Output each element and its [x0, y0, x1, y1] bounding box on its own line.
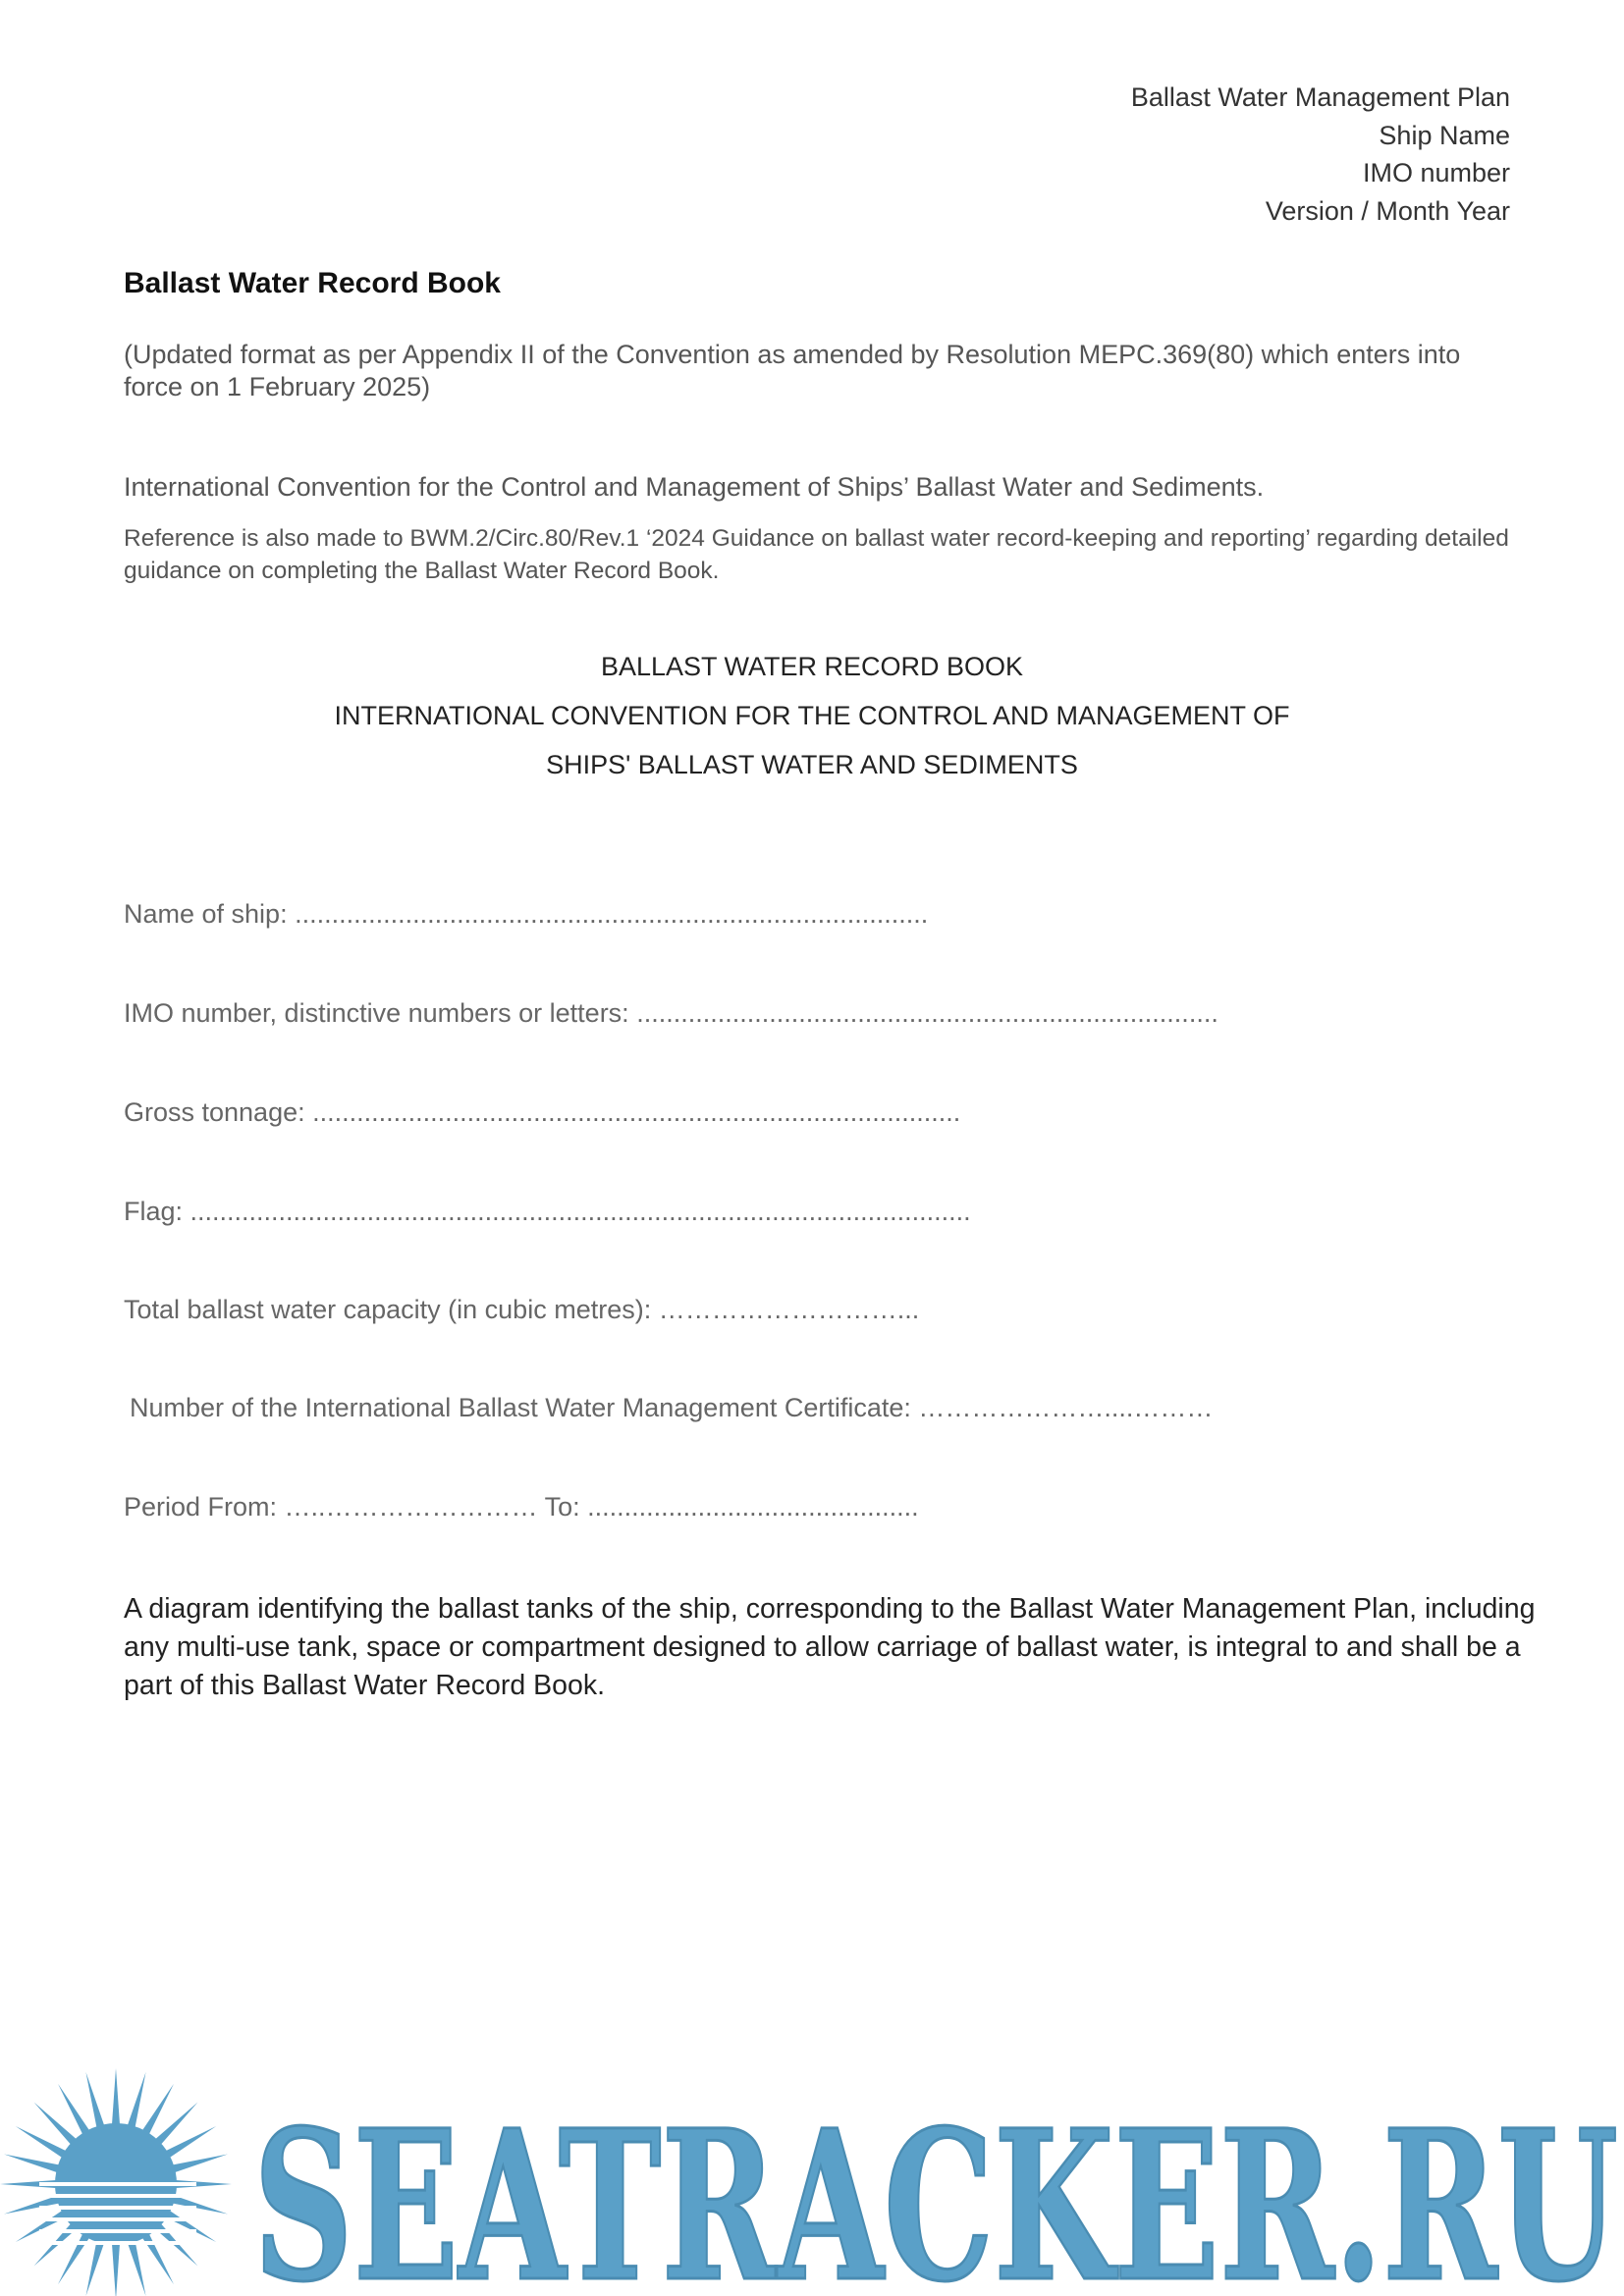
field-label: Gross tonnage:	[124, 1097, 313, 1127]
sun-ray	[170, 2155, 228, 2174]
fill-in-line-to[interactable]: .............................................	[587, 1492, 919, 1522]
heading-convention-line-1: INTERNATIONAL CONVENTION FOR THE CONTROL AND MANAGEMENT OF	[334, 701, 1290, 730]
field-label: Flag:	[124, 1197, 190, 1226]
fill-in-line[interactable]: ………………………...	[658, 1295, 920, 1324]
guidance-reference-note: Reference is also made to BWM.2/Circ.80/Rev.1 ‘2024 Guidance on ballast water record-keeping and reporting’ regarding detailed guidance on completing the Ballast Water Record Book.	[124, 525, 1509, 584]
field-certificate-number	[130, 1393, 1213, 1423]
sun-ray	[86, 2072, 106, 2130]
field-gross-tonnage	[124, 1097, 960, 1128]
header-version: Version / Month Year	[1265, 195, 1510, 226]
heading-convention-line-2: SHIPS' BALLAST WATER AND SEDIMENTS	[546, 750, 1078, 779]
header-plan-title: Ballast Water Management Plan	[1130, 82, 1510, 112]
field-label: IMO number, distinctive numbers or letters:	[124, 998, 637, 1028]
convention-reference: International Convention for the Control and Management of Ships’ Ballast Water and Sediments.	[124, 472, 1265, 502]
sun-ray	[86, 2238, 106, 2296]
field-flag	[124, 1197, 971, 1227]
field-label-to: To:	[537, 1492, 588, 1522]
sun-ray	[112, 2241, 120, 2296]
fill-in-line[interactable]: ........................................................................................	[312, 1097, 961, 1127]
field-label: Name of ship:	[124, 899, 296, 929]
heading-record-book: BALLAST WATER RECORD BOOK	[600, 652, 1024, 681]
field-ship-name	[124, 899, 928, 930]
updated-format-note: (Updated format as per Appendix II of the Convention as amended by Resolution MEPC.369(80) which enters into force on 1 February 2025)	[124, 340, 1461, 401]
field-imo-number	[124, 998, 1218, 1029]
watermark-text: SEATRACKER.RU	[253, 2096, 1618, 2296]
field-period	[124, 1492, 919, 1522]
sun-logo-icon	[0, 2056, 255, 2296]
fill-in-line-from[interactable]: …..……………………	[284, 1492, 538, 1522]
sun-ray	[127, 2072, 146, 2130]
header-ship-name: Ship Name	[1379, 120, 1510, 150]
fill-in-line[interactable]: ......................................................................................	[295, 899, 929, 929]
fill-in-line[interactable]: ..........................................................................................................	[189, 1197, 971, 1226]
sun-ray	[127, 2238, 146, 2296]
header-imo-number: IMO number	[1362, 158, 1510, 187]
sun-ray	[112, 2068, 120, 2127]
field-ballast-capacity	[124, 1295, 919, 1325]
page-title: Ballast Water Record Book	[124, 267, 501, 299]
watermark-wordmark	[253, 2096, 1624, 2296]
ballast-tank-diagram-note: A diagram identifying the ballast tanks of the ship, corresponding to the Ballast Water Management Plan, including any multi-use tank, space or compartment designed to allow carriage of ballast water, is integral to and shall be a part of this Ballast Water Record Book.	[124, 1593, 1536, 1701]
fill-in-line[interactable]: ...............................................................................	[636, 998, 1218, 1028]
field-label: Number of the International Ballast Water Management Certificate:	[130, 1393, 919, 1422]
sun-ray	[4, 2155, 62, 2174]
field-label-from: Period From:	[124, 1492, 285, 1522]
document-header	[823, 79, 1510, 230]
fill-in-line[interactable]: …………………....………	[918, 1393, 1214, 1422]
field-label: Total ballast water capacity (in cubic metres):	[124, 1295, 659, 1324]
